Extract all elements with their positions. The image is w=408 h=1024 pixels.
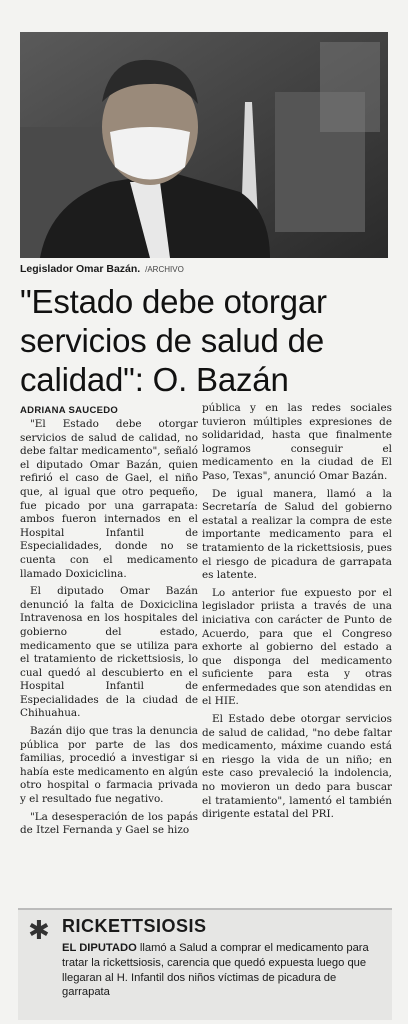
paragraph: pública y en las redes sociales tuvieron múltiples expresiones de solidaridad, hasta que finalmente logramos conseguir el medicamento en la ciudad de El Paso, Texas", anunció Omar Bazán. — [202, 402, 392, 482]
photo-illustration — [20, 32, 388, 258]
article-column-left — [20, 418, 198, 842]
paragraph: De igual manera, llamó a la Secretaría de Salud del gobierno estatal a realizar la compra de este importante medicamento para el tratamiento de la rickettsiosis, pues el riesgo de picadura de garrapata es latente. — [202, 487, 392, 582]
paragraph: El diputado Omar Bazán denunció la falta de Doxiciclina Intravenosa en los hospitales del gobierno del estado, medicamento que se utiliza para el tratamiento de rickettsiosis, lo cual quedó al descubierto en el Hospital Infantil de Especialidades de la ciudad de Chihuahua. — [20, 585, 198, 720]
paragraph: El Estado debe otorgar servicios de salud de calidad, "no debe faltar medicamento, máxime cuando está en riesgo la vida de un niño; en este caso prevaleció la indolencia, no movieron un dedo para buscar el tratamiento", lamentó el también dirigente estatal del PRI. — [202, 713, 392, 821]
sidebar-box-body: llamó a Salud a comprar el medicamento para tratar la rickettsiosis, carencia que quedó expuesta luego que llegaran al H. Infantil dos niños víctimas de picadura de garrapata — [62, 942, 369, 999]
paragraph: Lo anterior fue expuesto por el legislador priista a través de una iniciativa con carácter de Punto de Acuerdo, para que el Congreso exhorte al gobierno del estado a que disponga del medicamento suficiente para esta y otras enfermedades que son atendidas en el HIE. — [202, 586, 392, 708]
sidebar-box-lead: EL DIPUTADO — [62, 942, 137, 954]
caption-name: Legislador Omar Bazán. — [20, 263, 141, 275]
sidebar-box-text — [62, 941, 382, 1000]
article-column-right — [202, 402, 392, 826]
paragraph: Bazán dijo que tras la denuncia pública por parte de las dos familias, procedió a investigar si había este medicamento en algún otro hospital o farmacia privada y el resultado fue negativo. — [20, 725, 198, 806]
headline-line-3: calidad": O. Bazán — [20, 361, 289, 398]
article-photo — [20, 32, 388, 258]
sidebar-box-title: RICKETTSIOSIS — [62, 916, 207, 936]
byline: ADRIANA SAUCEDO — [20, 405, 119, 416]
photo-caption — [20, 263, 184, 275]
caption-credit: /ARCHIVO — [145, 265, 184, 274]
sidebar-box — [18, 908, 392, 1020]
headline-line-2: servicios de salud de — [20, 322, 324, 359]
headline-line-1: "Estado debe otorgar — [20, 283, 327, 320]
paragraph: "El Estado debe otorgar servicios de salud de calidad, no debe faltar medicamento", señaló el diputado Omar Bazán, quien refirió el caso de Gael, el niño que, al igual que otro pequeño, fue picado por una garrapata: ambos fueron internados en el Hospital Infantil de Especialidades, donde no se cuenta con el medicamento llamado Doxiciclina. — [20, 418, 198, 580]
asterisk-icon: ✱ — [28, 916, 50, 946]
headline — [20, 282, 392, 399]
paragraph: "La desesperación de los papás de Itzel Fernanda y Gael se hizo — [20, 810, 198, 837]
